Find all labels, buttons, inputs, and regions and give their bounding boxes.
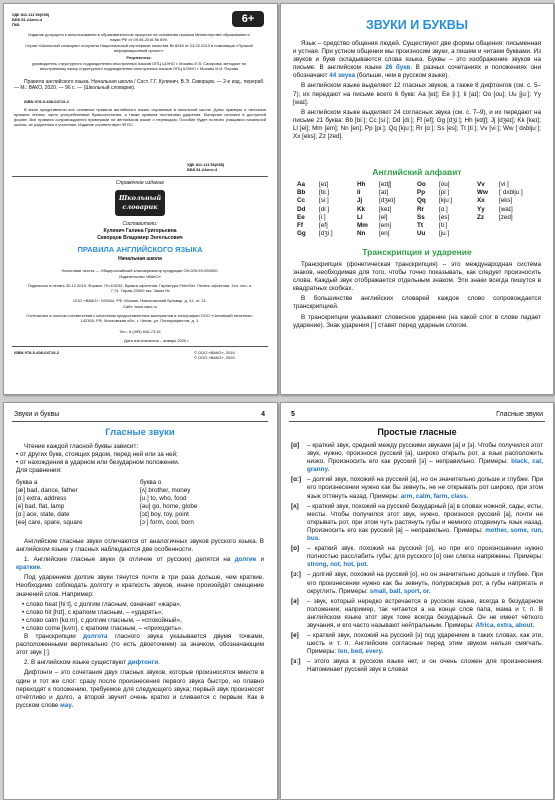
transcription-cell: [eɪ]: [319, 181, 329, 188]
vowels-page: [3, 402, 278, 800]
page-title: ЗВУКИ И БУКВЫ: [365, 18, 469, 32]
transcription-cell: [en]: [379, 230, 390, 238]
sound-example: [əu] go, home, globe: [140, 503, 198, 511]
transcription-cell: [es]: [439, 213, 450, 221]
reviewers-text: руководитель структурного подразделения иностранных языков ОПЦ ШЭНО г. Москвы Е.В. Сахарова; методист по иностранному языку структурного подразделения иностранных языков ОПЦ ШЭНО г. Москвы И.И. Перова: [31, 61, 247, 71]
transcription-cell: [499, 230, 537, 238]
vowel-symbol: [ɑː]: [291, 476, 302, 484]
divider: [12, 346, 268, 347]
vowel-features: [16, 538, 264, 712]
transcription-section: [293, 261, 541, 332]
udk-line: УДК 811.111'36(035): [12, 12, 50, 17]
column-head: буква o: [140, 479, 162, 486]
paragraph: 2. В английском языке существуют дифтонги.: [24, 659, 160, 667]
transcription-cell: [piː]: [439, 189, 450, 197]
imprint-line: Отпечатано в полном соответствии с качеством предоставленных материалов в типографии ООО «Чеховский печатник». 142300, РФ, Московская обл., г. Чехов, ул. Полиграфистов, д. 1.: [26, 313, 254, 323]
alphabet-table: [297, 181, 537, 238]
page-number: 4: [261, 411, 265, 418]
alphabet-title: Английский алфавит: [372, 167, 462, 177]
alphabet-row: [297, 222, 537, 230]
paragraph: В английском языке выделяют 12 гласных звуков, а также 8 дифтонгов (см. с. 5–7); их передают на письме всего 6 букв: Aa [eɪ]; Ee [iː]; Ii [aɪ]; Oo [ou]; Uu [juː]; Yy [waɪ].: [293, 82, 541, 106]
transcription-cell: [siː]: [319, 197, 329, 205]
bbk-line: ББК 81.2Англ-4: [187, 167, 218, 172]
vowel-description: – долгий звук, похожий на русский [а], но он значительно дольше и глубже. При его произнесении нужно как бы зевнуть, не не открывать рот широко, при этом язык оттянуть назад. Примеры: arm, calm, farm, class.: [307, 476, 543, 500]
transcription-cell: [diː]: [319, 205, 330, 213]
transcription-cell: [dʒeɪ]: [379, 197, 396, 205]
copyright-line: © ООО «ВАКО», 2020: [194, 355, 235, 360]
sound-example: [ʌ] brother, money: [140, 487, 191, 495]
paragraph: В большинстве английских словарей каждое слово сопровождается транскрипцией.: [293, 295, 541, 311]
imprint-line: Издательство «ВАКО»: [119, 274, 161, 279]
transcription-title: Транскрипция и ударение: [362, 247, 472, 257]
vowel-entry: [291, 598, 543, 630]
transcription-cell: [eɪtʃ]: [379, 181, 392, 188]
compare-table: [16, 479, 264, 528]
letter-cell: Tt: [417, 222, 423, 230]
vowel-symbol: [ɑ]: [291, 442, 300, 449]
highlight-long: долгие: [234, 556, 257, 564]
page-number: 5: [291, 411, 295, 418]
compiler-1: Кулинич Галина Григорьевна: [103, 228, 177, 234]
highlight-26-letters: 26 букв: [385, 64, 411, 72]
imprint-line: Подписано в печать 20.12.2019. Формат 70×100/32. Бумага офсетная. Гарнитура PeterSel. Печать офсетная. Усл. печ. л. 7,74. Тираж 20000 экз. Заказ №: [27, 283, 253, 293]
vowel-description: – долгий звук, похожий на русский [о], но он значительно дольше и глубже. При его произнесении нужно как бы зевнуть, полураскрыв рот, а губы напрягать и округлить. Примеры: small, ball, sport, or.: [307, 571, 543, 595]
letter-cell: Ii: [357, 189, 361, 197]
alphabet-row: [297, 214, 537, 222]
transcription-cell: [waɪ]: [499, 205, 513, 213]
letter-cell: Yy: [477, 205, 485, 213]
imprint-line: Тел.: 8 (495) 646-73-51: [119, 329, 161, 334]
vowel-description: – краткий звук, похожий на русский [э] под ударением в таких словах, как эти, шесть и т. п. Английские согласные перед этим звуком нельзя смягчать. Примеры: ten, bed, every.: [307, 632, 543, 656]
paragraph: Под ударением долгие звуки тянутся почти в три раза дольше, чем краткие. Необходимо соблюдать долготу и краткость звуков, иначе произойдёт смещение значений слов. Например:: [16, 574, 264, 598]
sound-example: [e] bad, flat, lamp: [16, 503, 65, 511]
vowel-examples: ten, bed, every.: [337, 648, 384, 656]
vowel-symbol: [ə]: [291, 597, 299, 605]
transcription-cell: [kjuː]: [439, 197, 453, 205]
letter-cell: Qq: [417, 197, 426, 205]
vowel-description: – звук, который нередко встречается в русском языке, всегда в безударном положении; например, так читается а на конце слов папа, мама и т. п. В английском языке этот звук тоже всегда безударный. Он не имеет чёткого звучания, и его часто называют нейтральным. Примеры: Africa, extra, about.: [307, 597, 543, 629]
book-description: В книге представлены все основные правила английского языка, изучаемые в начальной школе. Даны примеры и типичные правила чтения, часто употребляемые буквосочетания, а также правила постановки ударения. Материал изложен в доступной форме. Все правила сопровождаются примерами на английском языке с переводом. Пособие будет полезно учащимся начальной школы, их родителям и учителям. Издание соответствует ФГОС.: [14, 107, 266, 127]
transcription-cell: [ef]: [319, 222, 328, 230]
sound-example: [uː] to, who, food: [140, 495, 187, 503]
vowel-entry: [291, 571, 543, 595]
imprint-page: [3, 3, 278, 395]
transcription-cell: [viː]: [499, 181, 509, 188]
letter-cell: Ss: [417, 213, 425, 221]
vowel-examples: black, cat, granny.: [307, 458, 543, 474]
alphabet-row: [297, 189, 537, 197]
running-header: Гласные звуки: [496, 411, 543, 418]
copyright-line: © ООО «ВАКО», 2016: [194, 350, 235, 355]
letter-cell: Gg: [297, 230, 306, 238]
transcription-cell: [499, 222, 537, 230]
letter-cell: Aa: [297, 181, 306, 188]
bullet-item: • от нахождения в ударном или безударном положении.: [16, 459, 180, 467]
vowel-entry: [291, 658, 543, 674]
letter-cell: Dd: [297, 205, 306, 213]
vowel-description: – краткий звук, похожий на русский [о], но при его произношении нужно полностью расслабить губы; для русского [о] они слегка напряжены. Примеры: strong, not, hot, pot.: [307, 545, 543, 569]
imprint-date: Дата изготовления – январь 2020 г.: [124, 338, 190, 343]
vowel-examples: strong, not, hot, pot.: [307, 561, 369, 569]
vowel-examples: small, ball, sport, or.: [369, 587, 431, 595]
udk-block: [12, 12, 132, 27]
transcription-cell: [keɪ]: [379, 205, 392, 213]
letter-cell: Ff: [297, 222, 303, 230]
example-item: • слово hit [hɪt], с кратким гласным, – «ударять»;: [22, 608, 163, 616]
column-head: буква a: [16, 479, 38, 486]
vowel-entry: [291, 503, 543, 543]
header-rule: [289, 421, 545, 422]
intro-text: Чтение каждой гласной буквы зависит:: [24, 443, 139, 450]
paragraph: Английские гласные звуки отличаются от аналогичных звуков русского языка. В английском языке у гласных наблюдаются две особенности.: [16, 538, 264, 554]
letter-cell: Hh: [357, 181, 366, 188]
vowel-symbol: [e]: [291, 632, 299, 640]
sound-example: [eə] care, spare, square: [16, 519, 83, 527]
sound-example: [ɑː] extra, address: [16, 495, 67, 503]
letter-cell: Kk: [357, 205, 366, 213]
imprint-line: Сайт: www.vaco.ru: [122, 304, 158, 309]
highlight-diphthongs: дифтонги: [127, 659, 159, 667]
sound-example: [ɔɪ] boy, toy, point: [140, 511, 189, 519]
compiler-2: Скворцов Владимир Энгельсович: [97, 235, 183, 241]
vowel-examples: mother, some, run, bus.: [307, 526, 544, 543]
vowel-entry: [291, 442, 543, 474]
letter-cell: Vv: [477, 181, 485, 188]
vowel-examples: arm, calm, farm, class.: [400, 492, 469, 500]
letter-cell: Pp: [417, 189, 426, 197]
bibliographic-citation: Правила английского языка. Начальная школа / Сост. Г.Г. Кулинич, В.Э. Скворцов. — 2-е изд., перераб. — М.: ВАКО, 2020. — 96 с. — (Школьный словарик).: [14, 79, 265, 92]
series-logo: [115, 190, 165, 216]
alphabet-row: [297, 181, 537, 189]
transcription-cell: [em]: [379, 222, 392, 230]
vowel-symbol: [ɜː]: [291, 658, 301, 666]
imprint-line: ООО «ВАКО». 109544, РФ, Москва, Новоспасский бульвар, д. 41, эт. 21.: [73, 298, 207, 303]
logo-text-line2: словарик: [122, 203, 158, 211]
letter-cell: Ee: [297, 213, 305, 221]
example-item: • слово calm [kɑːm], с долгим гласным, – «спокойный»,: [22, 616, 182, 624]
header-rule: [12, 421, 268, 422]
section-title: Простые гласные: [377, 427, 457, 437]
vowel-symbol: [ɔː]: [291, 571, 301, 579]
letter-a-column: [16, 479, 140, 528]
paragraph: В транскрипции указывают словесное ударение (на какой слог в слове падает ударение). Знак ударения [ˈ] ставят перед ударным слогом.: [293, 313, 541, 329]
paragraph: Язык – средство общения людей. Существуют две формы общения: письменная и устная. При устном общении мы произносим звуки, а пишем и читаем буквами. Из звуков и букв складываются слова языка. Буквы – это изображение звуков на письме. В английском языке 26 букв. В разных сочетаниях и положениях они обозначают 44 звука (больше, чем в русском языке).: [293, 40, 541, 80]
sounds-letters-page: [280, 3, 554, 395]
letter-cell: Rr: [417, 205, 424, 213]
letter-cell: Cc: [297, 197, 306, 205]
transcription-cell: [tiː]: [439, 222, 448, 230]
highlight-short: краткие: [16, 564, 41, 572]
transcription-cell: [juː]: [439, 230, 450, 238]
letter-cell: Xx: [477, 197, 485, 205]
copyright-block: [194, 350, 269, 360]
highlight-example: мау: [60, 701, 72, 709]
letter-cell: Uu: [417, 230, 426, 238]
alphabet-row: [297, 206, 537, 214]
paragraph: В английском языке выделяют 24 согласных звука (см. с. 7–9), и их передают на письме 21 буква: Bb [biː]; Cc [siː]; Dd [diː]; Ff [ef]; Gg [dʒiː]; Hh [eɪtʃ]; Jj [dʒeɪ]; Kk [keɪ]; Ll [el]; Mm [em]; Nn [en]; Pp [piː]; Qq [kjuː]; Rr [ɑː]; Ss [es]; Tt [tiː]; Vv [viː]; Ww [ˈdʌbljuː]; Xx [eks]; Zz [zed].: [293, 108, 541, 141]
series-certificate: Серия «Школьный словарик» получила Национальный сертификат качества № 8048 от 24.02.2013 в номинации «Лучший информационный проект».: [25, 43, 253, 53]
intro-section: [293, 40, 541, 143]
example-list: [16, 601, 264, 633]
highlight-44-sounds: 44 звука: [329, 72, 356, 80]
letter-cell: Mm: [357, 222, 368, 230]
vowel-description: – этого звука в русском языке нет, и он очень сложен для произнесения. Напоминает русский звук в словах: [307, 658, 543, 674]
vowel-description: – краткий звук, средний между русскими звуками [а] и [э]. Чтобы получился этот звук, нужно, произнося русский [а], широко открыть рот, а язык расположить низко. Произносить его как русский [э] – неправильно. Примеры: black, cat, granny.: [307, 442, 543, 474]
transcription-cell: [eks]: [499, 197, 513, 205]
bullet-item: • от других букв, стоящих рядом, перед ней или за ней;: [16, 451, 178, 459]
udk-line: УДК 811.111'36(035): [187, 162, 225, 167]
letter-cell: [477, 230, 499, 238]
imprint-line: Налоговая льгота — Общероссийский классификатор продукции ОК-005-93-953000.: [61, 268, 219, 273]
letter-cell: Ll: [357, 213, 363, 221]
reviewers-title: Рецензенты:: [126, 55, 152, 60]
book-title: ПРАВИЛА АНГЛИЙСКОГО ЯЗЫКА: [77, 245, 203, 254]
alphabet-row: [297, 230, 537, 238]
sound-example: [ɑː] ace, state, date: [16, 511, 70, 519]
vowel-entry: [291, 545, 543, 569]
letter-cell: Oo: [417, 181, 426, 188]
sound-example: [ɔː] form, cool, born: [140, 519, 194, 527]
highlight-length: долгота: [83, 633, 108, 641]
compilers-title: Составители:: [122, 221, 158, 227]
letter-cell: Nn: [357, 230, 366, 238]
transcription-cell: [el]: [379, 213, 388, 221]
isbn-top: ISBN 978-5-408-04719-2: [24, 99, 69, 104]
transcription-cell: [ɑː]: [439, 205, 448, 213]
vowel-list: [291, 442, 543, 677]
edition-type: Справочное издание: [115, 180, 165, 186]
vowel-description: – краткий звук, похожий на русский безударный [а] в словах ножной, сады, есты, месты. Чтобы получился этот звук, нужно, произнося русский [а], почти не открывать рот, при этом чуть растянуть губы и немного отодвинуть язык назад. Произносить его как русский [а] – неправильно. Примеры: mother, some, run, bus.: [307, 502, 544, 543]
transcription-cell: [zed]: [499, 213, 513, 221]
transcription-cell: [ˈdʌbljuː]: [499, 189, 523, 197]
udk-block-2: [187, 162, 267, 172]
alphabet-row: [297, 197, 537, 205]
logo-text-line1: Школьный: [118, 194, 162, 202]
transcription-cell: [ou]: [439, 181, 450, 188]
simple-vowels-page: [280, 402, 554, 800]
letter-cell: Jj: [357, 197, 363, 205]
isbn-bottom: ISBN 978-5-408-04719-2: [14, 350, 59, 355]
bbk-line: ББК 81.2Англ-4: [12, 17, 43, 22]
letter-cell: Ww: [477, 189, 488, 197]
compare-label: Для сравнения:: [16, 467, 62, 475]
book-subtitle: Начальная школа: [118, 256, 162, 262]
running-header: Звуки и буквы: [14, 411, 60, 418]
example-item: • слово heat [hiːt], с долгим гласным, означает «жара»,: [22, 600, 182, 608]
intro-block: [16, 443, 264, 475]
letter-o-column: [140, 479, 264, 528]
vowel-examples: Africa, extra, about.: [475, 621, 535, 629]
vowel-symbol: [ɒ]: [291, 545, 300, 553]
vowel-symbol: [ʌ]: [291, 502, 299, 510]
vowel-entry: [291, 632, 543, 656]
sound-example: [æ] bad, dance, father: [16, 487, 78, 495]
paragraph: В транскрипции долгота гласного звука указывается двумя точками, расположенными вертикально (то есть двоеточием) за значком, обозначающим этот звук [ː].: [16, 633, 265, 657]
transcription-cell: [iː]: [319, 213, 326, 221]
age-rating-text: 6+: [241, 13, 255, 25]
letter-cell: Zz: [477, 213, 484, 221]
letter-cell: [477, 222, 499, 230]
transcription-cell: [dʒiː]: [319, 230, 333, 238]
index-line: П68: [12, 22, 20, 27]
section-title: Гласные звуки: [105, 427, 175, 438]
paragraph: Дифтонги – это сочетания двух гласных звуков, которые произносятся вместе в один и тот же слог: сразу после произнесения первого звука быстро, но плавно переходят к положению, требуемое для следующего звука; первый звук произносят отчётливо и долго, а второй звучит очень кратко и сливается с первым. Как в русском слове мау.: [16, 669, 264, 709]
vowel-entry: [291, 476, 543, 500]
divider: [12, 176, 268, 177]
letter-cell: Bb: [297, 189, 306, 197]
example-item: • слово come [kʌm], с кратким гласным, – «приходить».: [22, 624, 183, 632]
age-rating-badge: [232, 11, 264, 27]
transcription-cell: [biː]: [319, 189, 330, 197]
paragraph: Транскрипция (фонетическая транскрипция) – это международная система знаков, необходимая для того, чтобы точно показывать, как следует произносить слова. Каждый звук отображается отдельным знаком. Эти знаки всегда пишутся в квадратных скобках.: [293, 261, 541, 293]
approval-note: Издание допущено к использованию в образовательном процессе на основании приказа Министерства образования и науки РФ от 09.06.2016 № 699.: [28, 32, 250, 42]
transcription-cell: [aɪ]: [379, 189, 389, 197]
paragraph: 1. Английские гласные звуки (в отличие от русских) делятся на долгие и краткие.: [16, 556, 265, 572]
